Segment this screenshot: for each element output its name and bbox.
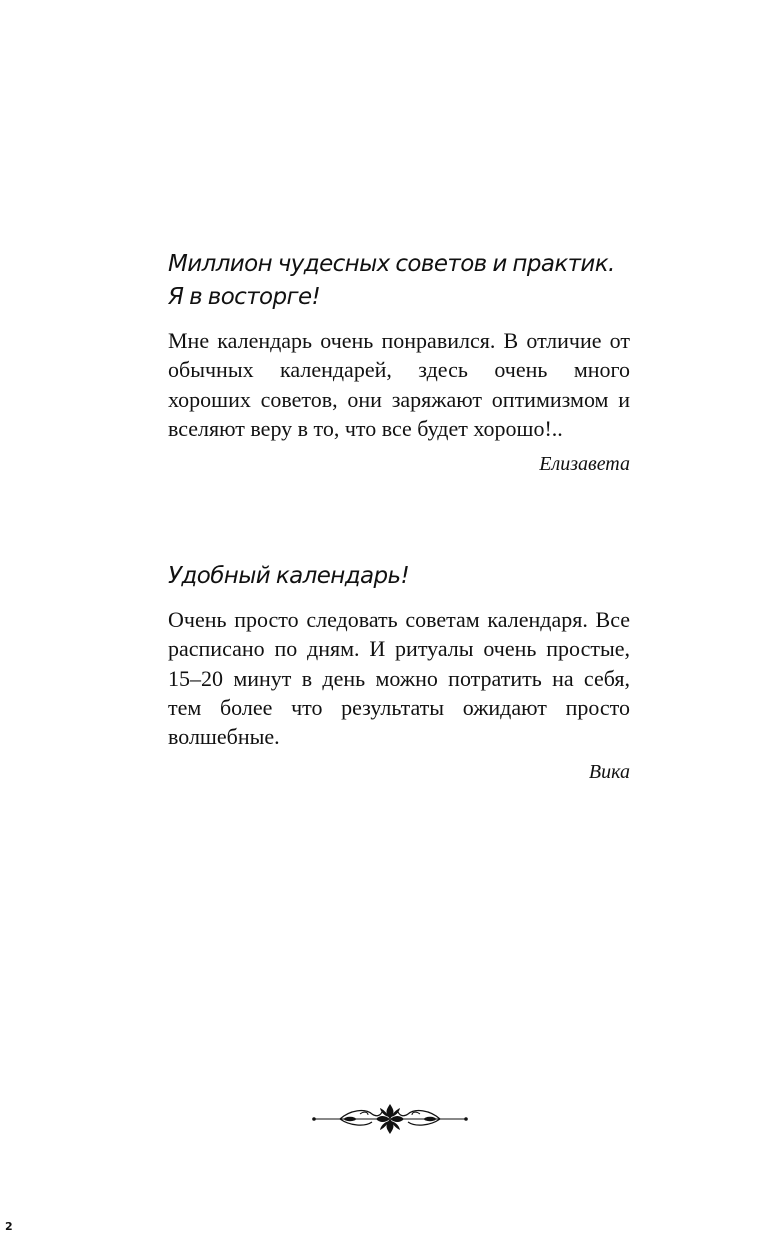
review-text: Мне календарь очень понравился. В отличие от обычных календарей, здесь очень много хороших советов, они заряжают оптимизмом и вселяют веру в то, что все будет хорошо!..: [168, 328, 630, 441]
review-text: Очень просто следовать советам календаря. Все расписано по дням. И ритуалы очень простые, 15–20 минут в день можно потратить на себя, тем более что результаты ожидают просто волшебные.: [168, 607, 630, 750]
review-author: Вика: [588, 761, 630, 784]
review-title-line-1: Миллион чудесных советов и практик.: [168, 251, 615, 277]
review-vika: [168, 560, 630, 786]
floral-vignette-icon: [310, 1100, 470, 1140]
review-title-line-1: Удобный календарь!: [168, 563, 410, 589]
review-author: Елизавета: [539, 453, 630, 476]
page-number: 2: [5, 1220, 13, 1233]
review-elizaveta: [168, 248, 630, 478]
review-title: [168, 248, 630, 314]
review-title: [168, 560, 630, 593]
review-title-line-2: Я в восторге!: [168, 284, 321, 310]
